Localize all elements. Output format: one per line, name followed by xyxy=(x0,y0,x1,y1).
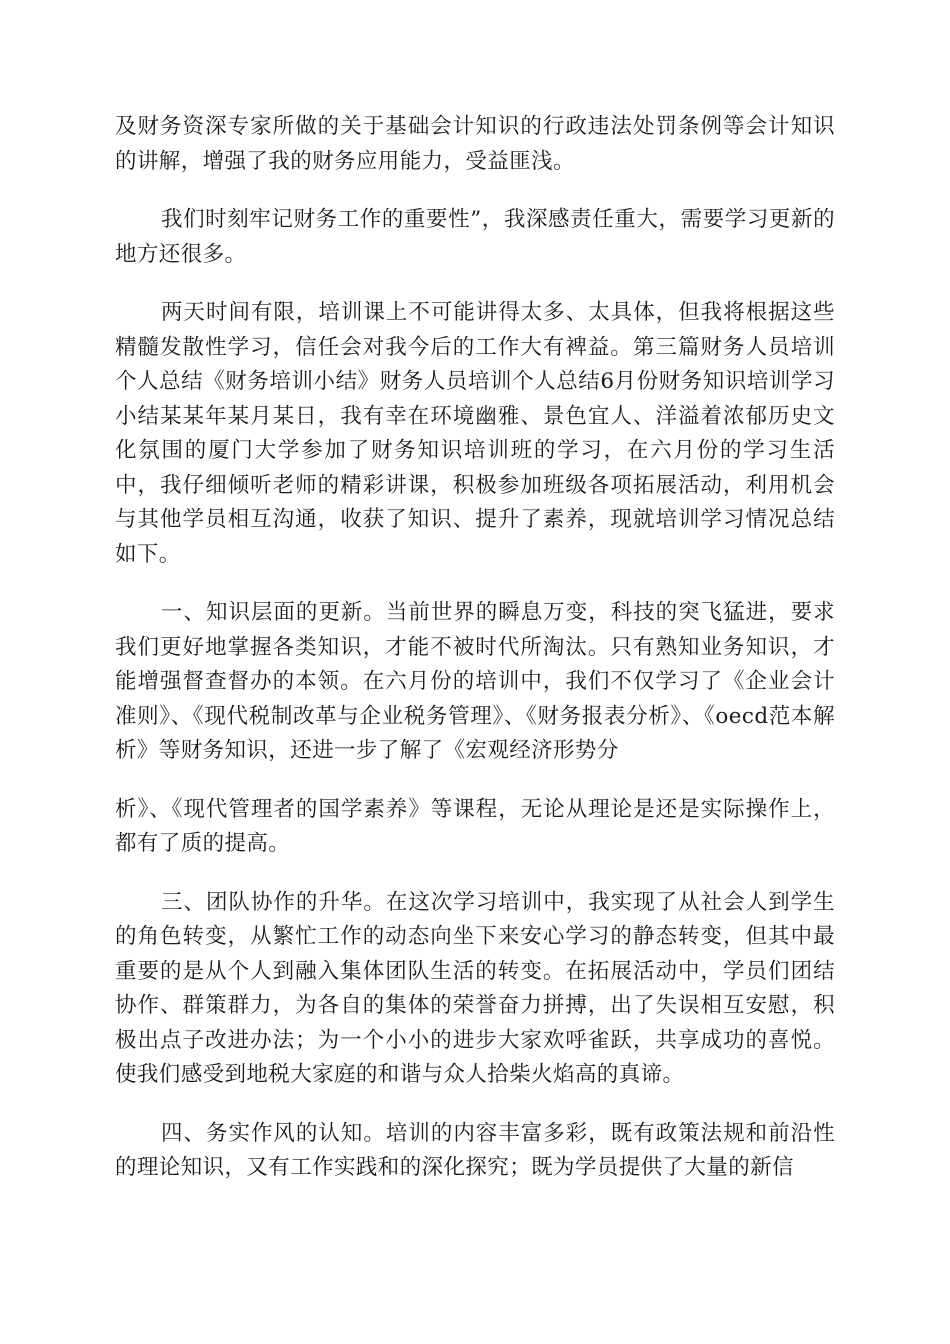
paragraph-5: 析》、《现代管理者的国学素养》等课程，无论从理论是还是实际操作上，都有了质的提高。 xyxy=(115,796,835,856)
paragraph-2: 我们时刻牢记财务工作的重要性”，我深感责任重大，需要学习更新的地方还很多。 xyxy=(115,207,835,267)
paragraph-1: 及财务资深专家所做的关于基础会计知识的行政违法处罚条例等会计知识的讲解，增强了我的财务应用能力，受益匪浅。 xyxy=(115,114,835,174)
paragraph-4: 一、知识层面的更新。当前世界的瞬息万变，科技的突飞猛进，要求我们更好地掌握各类知识，才能不被时代所淘汰。只有熟知业务知识，才能增强督查督办的本领。在六月份的培训中，我们不仅学习了《企业会计准则》、《现代税制改革与企业税务管理》、《财务报表分析》、《oecd范本解析》等财务知识，还进一步了解了《宏观经济形势分 xyxy=(115,600,835,763)
paragraph-6: 三、团队协作的升华。在这次学习培训中，我实现了从社会人到学生的角色转变，从繁忙工作的动态向坐下来安心学习的静态转变，但其中最重要的是从个人到融入集体团队生活的转变。在拓展活动中，学员们团结协作、群策群力，为各自的集体的荣誉奋力拼搏，出了失误相互安慰，积极出点子改进办法；为一个小小的进步大家欢呼雀跃，共享成功的喜悦。使我们感受到地税大家庭的和谐与众人拾柴火焰高的真谛。 xyxy=(115,889,835,1087)
paragraph-7: 四、务实作风的认知。培训的内容丰富多彩，既有政策法规和前沿性的理论知识，又有工作实践和的深化探究；既为学员提供了大量的新信 xyxy=(115,1120,835,1180)
paragraph-3: 两天时间有限，培训课上不可能讲得太多、太具体，但我将根据这些精髓发散性学习，信任会对我今后的工作大有裨益。第三篇财务人员培训个人总结《财务培训小结》财务人员培训个人总结6月份财务知识培训学习小结某某年某月某日，我有幸在环境幽雅、景色宜人、洋溢着浓郁历史文化氛围的厦门大学参加了财务知识培训班的学习，在六月份的学习生活中，我仔细倾听老师的精彩讲课，积极参加班级各项拓展活动，利用机会与其他学员相互沟通，收获了知识、提升了素养，现就培训学习情况总结如下。 xyxy=(115,300,835,567)
document-page xyxy=(115,110,835,1210)
